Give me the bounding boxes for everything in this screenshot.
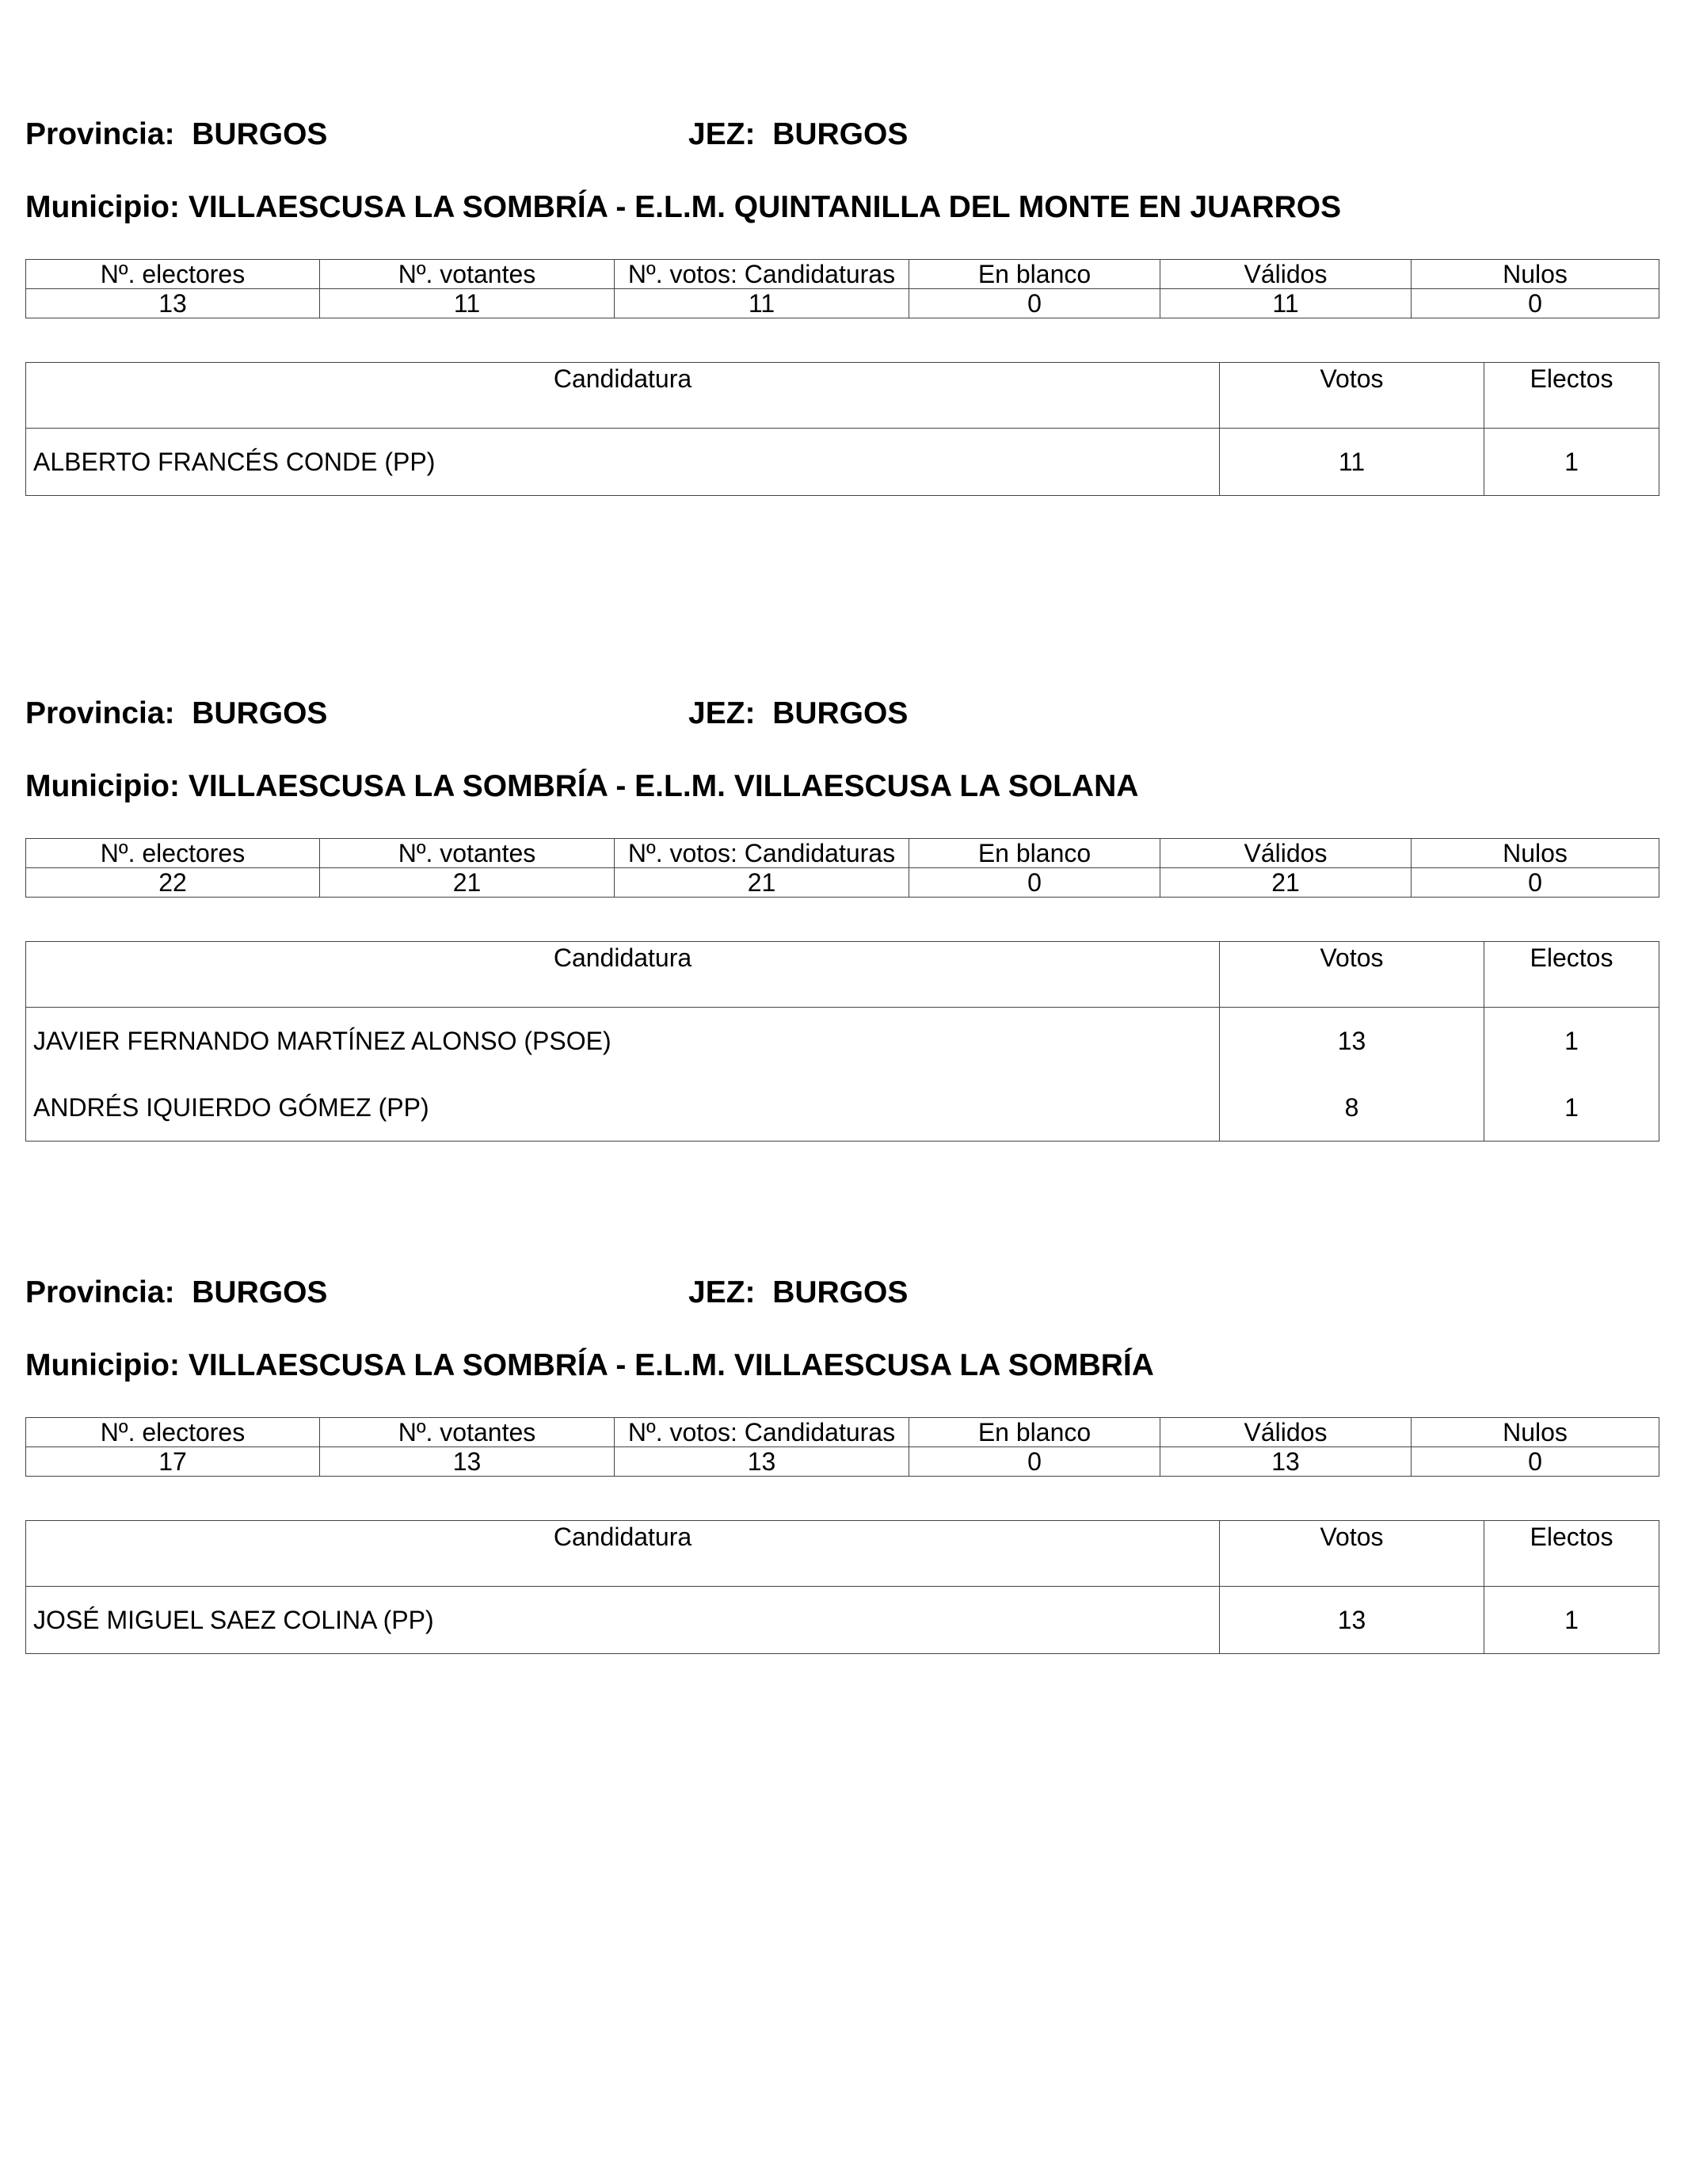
municipio-value: VILLAESCUSA LA SOMBRÍA - E.L.M. QUINTANILLA DEL MONTE EN JUARROS	[188, 190, 1342, 224]
candidate-row	[26, 1008, 1659, 1075]
results-section	[25, 119, 1659, 499]
stats-table	[25, 1417, 1659, 1477]
candidate-row	[26, 1587, 1659, 1654]
electos-header: Electos	[1484, 363, 1659, 429]
candidatura-header: Candidatura	[26, 942, 1220, 1008]
municipio-label: Municipio:	[25, 190, 180, 224]
stats-value-cell: 0	[1412, 1447, 1659, 1477]
provincia-value: BURGOS	[192, 1275, 328, 1309]
stats-value-row	[26, 1447, 1659, 1477]
candidatura-header: Candidatura	[26, 1521, 1220, 1587]
stats-value-cell: 0	[909, 1447, 1160, 1477]
provincia-label: Provincia:	[25, 1275, 175, 1309]
stats-value-cell: 11	[1160, 289, 1412, 318]
jez-value: BURGOS	[772, 696, 909, 730]
municipio-value: VILLAESCUSA LA SOMBRÍA - E.L.M. VILLAESCUSA LA SOMBRÍA	[188, 1348, 1154, 1382]
municipio-value: VILLAESCUSA LA SOMBRÍA - E.L.M. VILLAESCUSA LA SOLANA	[188, 769, 1139, 803]
stats-value-cell: 13	[1160, 1447, 1412, 1477]
jez-header	[688, 1277, 908, 1308]
electos-header: Electos	[1484, 1521, 1659, 1587]
provincia-value: BURGOS	[192, 117, 328, 151]
stats-header-cell: Nº. votos: Candidaturas	[615, 260, 909, 289]
municipio-header	[25, 1350, 1154, 1381]
stats-value-cell: 21	[615, 868, 909, 898]
jez-value: BURGOS	[772, 117, 909, 151]
jez-label: JEZ:	[688, 1275, 756, 1309]
stats-header-cell: En blanco	[909, 260, 1160, 289]
candidate-votos: 13	[1220, 1587, 1484, 1654]
candidates-header-row	[26, 1521, 1659, 1587]
stats-value-row	[26, 868, 1659, 898]
stats-value-cell: 17	[26, 1447, 320, 1477]
stats-header-cell: Nº. electores	[26, 1418, 320, 1447]
candidates-table	[25, 362, 1659, 496]
stats-header-cell: Nº. votantes	[320, 1418, 615, 1447]
jez-header	[688, 119, 908, 150]
stats-header-cell: Nulos	[1412, 1418, 1659, 1447]
municipio-header	[25, 771, 1138, 802]
stats-header-cell: Nº. votantes	[320, 260, 615, 289]
candidatura-header: Candidatura	[26, 363, 1220, 429]
candidates-header-row	[26, 942, 1659, 1008]
municipio-label: Municipio:	[25, 769, 180, 803]
candidate-row	[26, 1074, 1659, 1142]
provincia-label: Provincia:	[25, 117, 175, 151]
candidate-name: JOSÉ MIGUEL SAEZ COLINA (PP)	[26, 1587, 1220, 1654]
candidates-header-row	[26, 363, 1659, 429]
stats-value-cell: 13	[320, 1447, 615, 1477]
municipio-label: Municipio:	[25, 1348, 180, 1382]
stats-header-cell: Nº. electores	[26, 839, 320, 868]
results-section	[25, 698, 1659, 1157]
stats-value-cell: 22	[26, 868, 320, 898]
provincia-header	[25, 1277, 327, 1308]
stats-value-row	[26, 289, 1659, 318]
stats-header-row	[26, 260, 1659, 289]
stats-table	[25, 838, 1659, 898]
jez-header	[688, 698, 908, 729]
candidate-electos: 1	[1484, 1587, 1659, 1654]
candidates-table	[25, 941, 1659, 1142]
stats-header-cell: En blanco	[909, 839, 1160, 868]
jez-value: BURGOS	[772, 1275, 909, 1309]
stats-value-cell: 13	[615, 1447, 909, 1477]
candidate-name: ALBERTO FRANCÉS CONDE (PP)	[26, 429, 1220, 496]
stats-value-cell: 11	[615, 289, 909, 318]
stats-value-cell: 0	[909, 289, 1160, 318]
stats-header-cell: Nº. votos: Candidaturas	[615, 1418, 909, 1447]
provincia-header	[25, 119, 327, 150]
provincia-header	[25, 698, 327, 729]
stats-header-cell: Válidos	[1160, 1418, 1412, 1447]
votos-header: Votos	[1220, 363, 1484, 429]
stats-header-cell: Nulos	[1412, 839, 1659, 868]
jez-label: JEZ:	[688, 696, 756, 730]
results-section	[25, 1277, 1659, 1657]
stats-value-cell: 11	[320, 289, 615, 318]
candidate-electos: 1	[1484, 429, 1659, 496]
stats-header-row	[26, 839, 1659, 868]
candidate-name: ANDRÉS IQUIERDO GÓMEZ (PP)	[26, 1074, 1220, 1142]
stats-header-cell: Nº. votantes	[320, 839, 615, 868]
stats-value-cell: 0	[909, 868, 1160, 898]
stats-header-row	[26, 1418, 1659, 1447]
stats-header-cell: Válidos	[1160, 839, 1412, 868]
stats-table	[25, 259, 1659, 318]
candidate-votos: 8	[1220, 1074, 1484, 1142]
stats-value-cell: 0	[1412, 289, 1659, 318]
stats-header-cell: Nº. electores	[26, 260, 320, 289]
jez-label: JEZ:	[688, 117, 756, 151]
candidate-name: JAVIER FERNANDO MARTÍNEZ ALONSO (PSOE)	[26, 1008, 1220, 1075]
stats-header-cell: En blanco	[909, 1418, 1160, 1447]
stats-value-cell: 21	[1160, 868, 1412, 898]
stats-value-cell: 21	[320, 868, 615, 898]
stats-header-cell: Nulos	[1412, 260, 1659, 289]
candidate-votos: 11	[1220, 429, 1484, 496]
stats-header-cell: Nº. votos: Candidaturas	[615, 839, 909, 868]
candidate-row	[26, 429, 1659, 496]
candidate-electos: 1	[1484, 1008, 1659, 1075]
votos-header: Votos	[1220, 1521, 1484, 1587]
municipio-header	[25, 192, 1341, 223]
candidates-table	[25, 1520, 1659, 1654]
candidate-votos: 13	[1220, 1008, 1484, 1075]
stats-value-cell: 0	[1412, 868, 1659, 898]
provincia-value: BURGOS	[192, 696, 328, 730]
stats-value-cell: 13	[26, 289, 320, 318]
provincia-label: Provincia:	[25, 696, 175, 730]
stats-header-cell: Válidos	[1160, 260, 1412, 289]
candidate-electos: 1	[1484, 1074, 1659, 1142]
electos-header: Electos	[1484, 942, 1659, 1008]
votos-header: Votos	[1220, 942, 1484, 1008]
